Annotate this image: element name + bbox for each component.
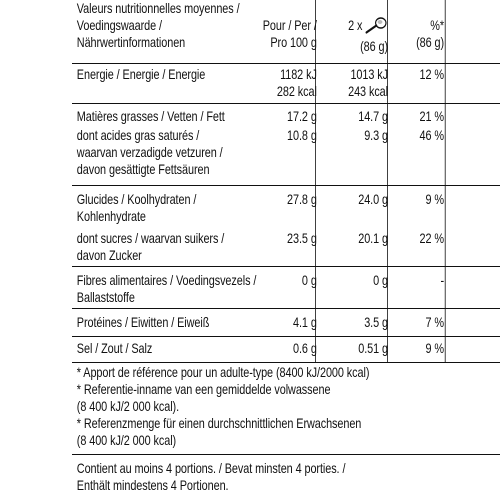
nutrition-label <box>72 0 444 493</box>
row-divider <box>72 185 500 186</box>
portions-note: Contient au moins 4 portions. / Bevat minsten 4 porties. / Enthält mindestens 4 Portionen. <box>76 461 346 493</box>
reference-footnotes: * Apport de référence pour un adulte-type (8400 kJ/2000 kcal) * Referentie-inname van een gemiddelde volwassene (8 400 kJ/2 000 kcal). * Referenzmenge für einen durchschnittlichen Erwachsenen (8 400 kJ/2 000 kcal) <box>76 365 370 448</box>
header-portion: 2 x (86 g) <box>348 18 388 54</box>
row-divider <box>72 308 500 309</box>
nutrition-table: Valeurs nutritionnelles moyennes / Voedingswaarde / Nährwertinformationen Pour / Per / Pro 100 g 2 x (86 g) %* (86 g) Energie / Energie / Energie 1182 kJ 282 kcal 1013 kJ 243 kcal 12 % Matières grasses / Vetten / Fett 17.2 g 14.7 g 21 % dont acides gras saturés / waarvan verzadigde vetzuren / davon gesättigte Fettsäuren 10.8 g 9.3 g 46 % Glucides / Koolhydraten / Kohlenhydrate 27.8 g 24.0 g 9 % dont sucres / waarvan suikers / davon Zucker 23.5 g 20.1 g 22 % Fibres alimentaires / Voedingsvezels / Ballaststoffe 0 g 0 g - Protéines / Eiwitten / Eiweiß 4.1 g 3.5 g 7 % Sel / Zout / Salz 0.6 g 0.51 g 9 % * Apport de référence pour un adulte-type (8400 kJ/2000 kcal) * Referentie-inname van een gemiddelde volwassene (8 400 kJ/2 000 kcal). * Referenzmenge für einen durchschnittlichen Erwachsenen (8 400 kJ/2 000 kcal) Contient au moins 4 portions. / Bevat minsten 4 porties. / Enthält mindestens 4 Portionen. <box>72 0 500 490</box>
header-percent: %* (86 g) <box>416 18 444 50</box>
row-divider <box>72 103 500 104</box>
row-divider <box>72 336 500 337</box>
header-title: Valeurs nutritionnelles moyennes / Voedingswaarde / Nährwertinformationen <box>76 1 240 50</box>
row-divider <box>72 266 500 267</box>
row-divider <box>72 454 500 455</box>
header-per-100g: Pour / Per / Pro 100 g <box>262 18 317 50</box>
row-divider <box>72 63 500 64</box>
row-divider <box>72 362 500 363</box>
spoon-icon <box>364 17 388 38</box>
